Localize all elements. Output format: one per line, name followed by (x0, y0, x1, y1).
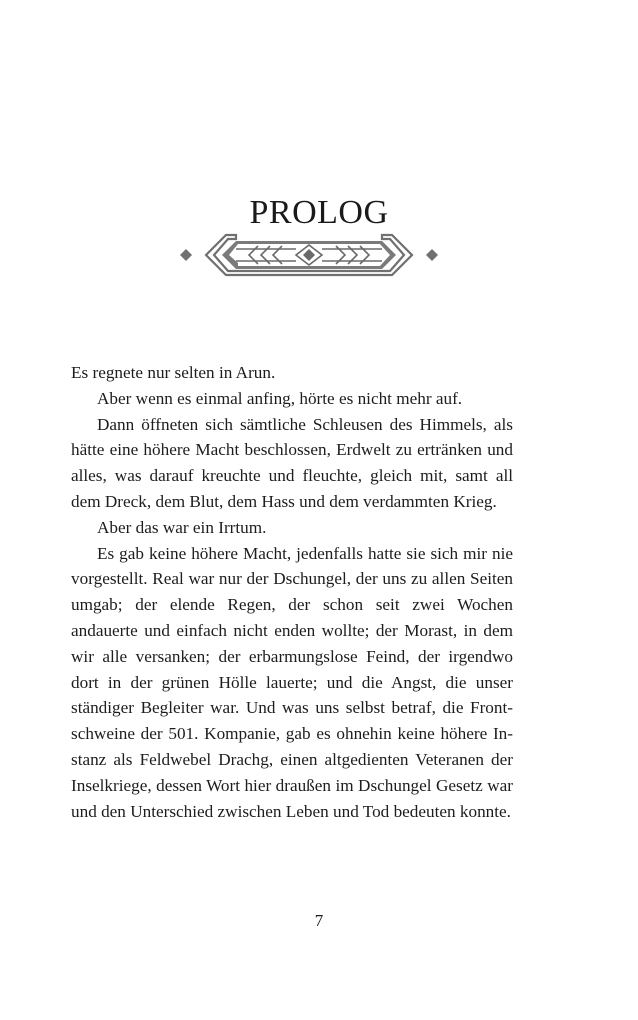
paragraph: Dann öffneten sich sämtliche Schleusen des Himmels, als hätte eine höhere Macht beschlossen, Erdwelt zu ertränken und alles, was darauf kreuchte und fleuchte, gleich mit, samt all dem Dreck, dem Blut, dem Hass und dem verdammten Krieg. (71, 414, 513, 511)
paragraph: Aber wenn es einmal anfing, hörte es nicht mehr auf. (97, 388, 463, 408)
chapter-title: PROLOG (249, 194, 389, 231)
page-number: 7 (314, 911, 324, 930)
paragraph: Es regnete nur selten in Arun. (71, 363, 276, 382)
ornament-divider-icon (178, 230, 440, 280)
prose-body (71, 360, 513, 824)
paragraph: Es gab keine höhere Macht, jedenfalls hatte sie sich mir nie vorgestellt. Real war nur der Dschungel, der uns zu allen Seiten umgab; der elende Regen, der schon seit zwei Wochen andauerte und einfach nicht enden wollte; der Morast, in dem wir alle versanken; der erbarmungslose Feind, der irgendwo dort in der grünen Hölle lauerte; und die Angst, die unser ständiger Begleiter war. Und was uns selbst betraf, die Frontschweine der 501. Kompanie, gab es ohnehin keine höhere Instanz als Feldwebel Drachg, einen altgedienten Veteranen der Inselkriege, dessen Wort hier draußen im Dschungel Gesetz war und den Unterschied zwischen Leben und Tod bedeuten konnte. (71, 543, 513, 821)
paragraph: Aber das war ein Irrtum. (97, 517, 267, 537)
